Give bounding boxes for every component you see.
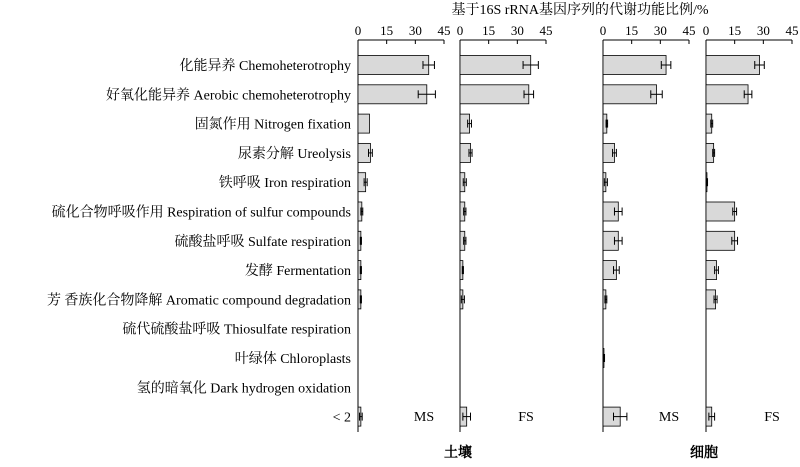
x-tick-label: 15: [482, 23, 496, 38]
bar: [358, 85, 427, 104]
category-label: 氢的暗氧化 Dark hydrogen oxidation: [136, 381, 351, 397]
x-tick-label: 15: [625, 23, 639, 38]
x-tick-label: 45: [682, 23, 696, 38]
bar: [706, 85, 748, 104]
x-tick-label: 30: [510, 23, 524, 38]
x-tick-label: 0: [354, 23, 362, 38]
panel-label: FS: [518, 410, 534, 425]
x-tick-label: 15: [728, 23, 742, 38]
category-labels: [47, 57, 351, 426]
category-label: 硫化合物呼吸作用 Respiration of sulfur compounds: [51, 205, 351, 221]
x-tick-label: 0: [599, 23, 607, 38]
panel-label: MS: [658, 410, 680, 425]
x-tick-label: 45: [437, 23, 451, 38]
panel-label: MS: [413, 410, 435, 425]
x-tick-label: 30: [653, 23, 667, 38]
category-label: 芳 香族化合物降解 Aromatic compound degradation: [46, 293, 351, 309]
bar: [358, 114, 369, 133]
bar: [460, 85, 529, 104]
panel: [600, 23, 696, 432]
category-label: 尿素分解 Ureolysis: [237, 146, 351, 162]
x-tick-label: 0: [456, 23, 464, 38]
category-label: 叶绿体 Chloroplasts: [234, 352, 351, 367]
panel: [355, 23, 451, 432]
x-tick-label: 45: [539, 23, 553, 38]
category-label: 好氧化能异养 Aerobic chemoheterotrophy: [106, 88, 351, 104]
bar: [706, 56, 760, 75]
chart-title: 基于16S rRNA基因序列的代谢功能比例/%: [451, 3, 709, 18]
bar: [706, 231, 735, 250]
category-label: 固氮作用 Nitrogen fixation: [194, 117, 351, 133]
bar: [706, 202, 735, 221]
x-tick-label: 0: [702, 23, 710, 38]
category-label: 铁呼吸 Iron respiration: [218, 176, 351, 192]
panel: [703, 23, 799, 432]
bar: [603, 85, 657, 104]
bar: [603, 56, 666, 75]
bar: [460, 56, 531, 75]
group-label: 细胞: [690, 446, 718, 461]
category-label: < 2: [332, 410, 351, 426]
panel-label: FS: [764, 410, 780, 425]
group-label: 土壤: [444, 446, 472, 461]
bar: [358, 56, 429, 75]
x-tick-label: 45: [785, 23, 799, 38]
x-tick-label: 15: [380, 23, 394, 38]
x-tick-label: 30: [408, 23, 422, 38]
panel: [457, 23, 553, 432]
x-tick-label: 30: [756, 23, 770, 38]
category-label: 化能异养 Chemoheterotrophy: [179, 59, 351, 74]
chart-panels: [355, 23, 799, 461]
category-label: 发酵 Fermentation: [244, 264, 351, 280]
category-label: 硫酸盐呼吸 Sulfate respiration: [174, 234, 351, 250]
category-label: 硫代硫酸盐呼吸 Thiosulfate respiration: [122, 322, 351, 338]
